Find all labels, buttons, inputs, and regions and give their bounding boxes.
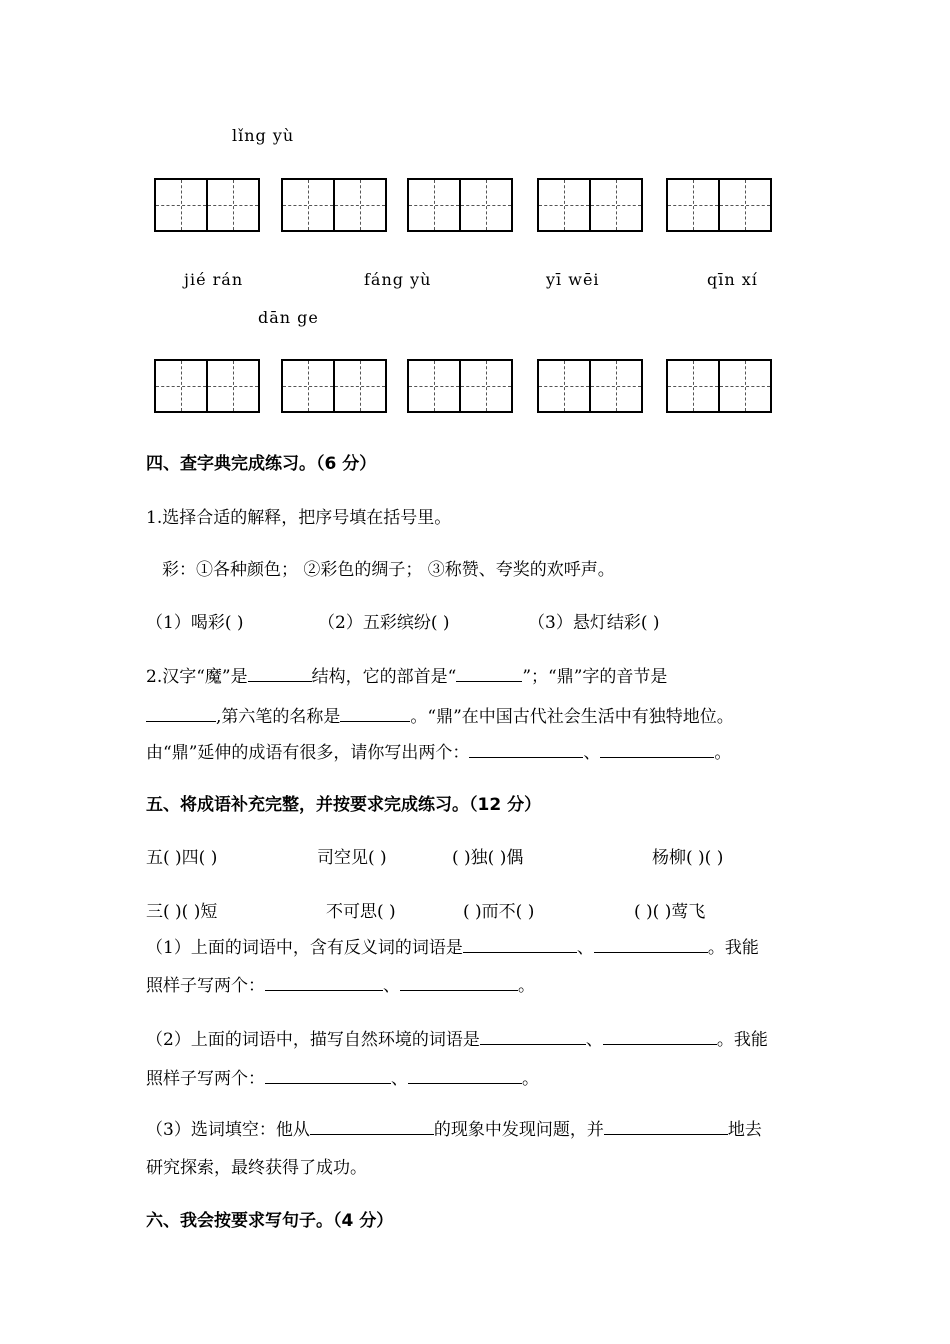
blank[interactable] bbox=[604, 1117, 728, 1135]
pinyin-label: fáng yù bbox=[364, 270, 432, 289]
blank[interactable] bbox=[248, 664, 312, 682]
blank[interactable] bbox=[594, 935, 708, 953]
idiom-item: 不可思( ) bbox=[326, 902, 396, 922]
idiom-item: 五( )四( ) bbox=[146, 848, 218, 868]
blank[interactable] bbox=[463, 935, 577, 953]
idiom-item: ( )而不( ) bbox=[463, 902, 535, 922]
blank[interactable] bbox=[400, 973, 518, 991]
blank[interactable] bbox=[469, 740, 583, 758]
writing-grid[interactable] bbox=[666, 359, 772, 413]
question-5-1-line1: （1）上面的词语中，含有反义词的词语是 、 。我能 bbox=[146, 933, 759, 958]
section-5-title: 五、将成语补充完整，并按要求完成练习。（12 分） bbox=[146, 795, 542, 815]
answer-item: （1）喝彩( ) bbox=[146, 613, 244, 633]
question-4-1: 1.选择合适的解释，把序号填在括号里。 bbox=[146, 508, 452, 528]
idiom-item: ( )( )莺飞 bbox=[634, 902, 706, 922]
question-4-2-line3: 由“鼎”延伸的成语有很多，请你写出两个： 、 。 bbox=[146, 738, 731, 763]
pinyin-label: lǐng yù bbox=[232, 126, 295, 145]
section-4-title: 四、查字典完成练习。（6 分） bbox=[146, 454, 377, 474]
question-5-3-line2: 研究探索，最终获得了成功。 bbox=[146, 1158, 367, 1178]
answer-item: （2）五彩缤纷( ) bbox=[318, 613, 450, 633]
writing-grid[interactable] bbox=[281, 178, 387, 232]
pinyin-label: dān ge bbox=[258, 308, 319, 327]
section-6-title: 六、我会按要求写句子。（4 分） bbox=[146, 1211, 394, 1231]
blank[interactable] bbox=[456, 664, 522, 682]
question-4-2-line2: ,第六笔的名称是 。“鼎”在中国古代社会生活中有独特地位。 bbox=[146, 702, 734, 727]
question-5-2-line2: 照样子写两个： 、 。 bbox=[146, 1064, 539, 1089]
idiom-item: 三( )( )短 bbox=[146, 902, 218, 922]
question-5-2-line1: （2）上面的词语中，描写自然环境的词语是 、 。我能 bbox=[146, 1025, 768, 1050]
writing-grid[interactable] bbox=[666, 178, 772, 232]
blank[interactable] bbox=[480, 1027, 586, 1045]
blank[interactable] bbox=[600, 740, 714, 758]
blank[interactable] bbox=[408, 1066, 522, 1084]
question-5-1-line2: 照样子写两个： 、 。 bbox=[146, 971, 535, 996]
pinyin-label: jié rán bbox=[184, 270, 244, 289]
idiom-item: 司空见( ) bbox=[317, 848, 387, 868]
writing-grid[interactable] bbox=[537, 178, 643, 232]
question-5-3-line1: （3）选词填空：他从 的现象中发现问题，并 地去 bbox=[146, 1115, 762, 1140]
writing-grid[interactable] bbox=[407, 359, 513, 413]
pinyin-label: yī wēi bbox=[546, 270, 600, 289]
blank[interactable] bbox=[340, 704, 410, 722]
blank[interactable] bbox=[146, 704, 216, 722]
blank[interactable] bbox=[603, 1027, 717, 1045]
writing-grid[interactable] bbox=[537, 359, 643, 413]
question-4-2-line1: 2.汉字“魔”是 结构，它的部首是“ ”；“鼎”字的音节是 bbox=[146, 662, 667, 687]
answer-item: （3）悬灯结彩( ) bbox=[528, 613, 660, 633]
idiom-item: 杨柳( )( ) bbox=[652, 848, 724, 868]
blank[interactable] bbox=[310, 1117, 434, 1135]
blank[interactable] bbox=[265, 973, 383, 991]
blank[interactable] bbox=[265, 1066, 391, 1084]
writing-grid[interactable] bbox=[154, 359, 260, 413]
pinyin-label: qīn xí bbox=[707, 270, 758, 289]
definition-cai: 彩：①各种颜色； ②彩色的绸子； ③称赞、夸奖的欢呼声。 bbox=[162, 560, 615, 580]
writing-grid[interactable] bbox=[281, 359, 387, 413]
idiom-item: ( )独( )偶 bbox=[452, 848, 524, 868]
writing-grid[interactable] bbox=[154, 178, 260, 232]
writing-grid[interactable] bbox=[407, 178, 513, 232]
